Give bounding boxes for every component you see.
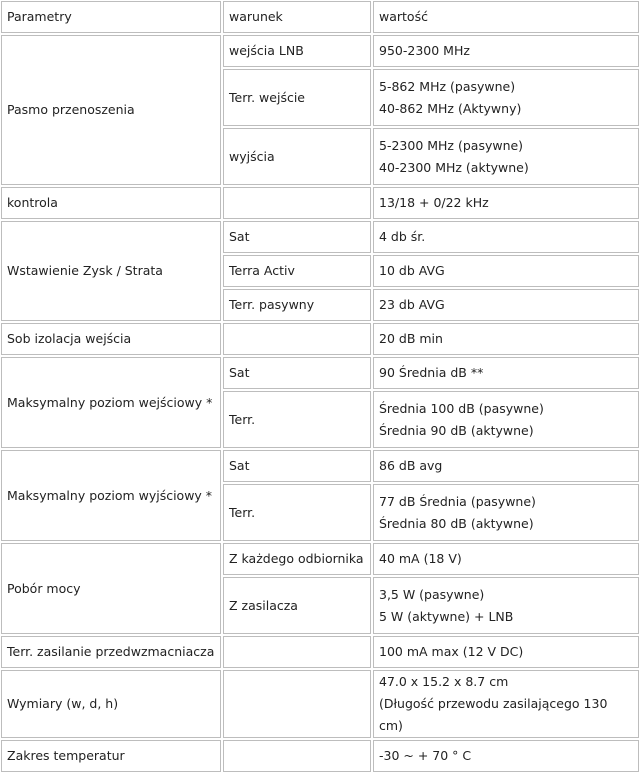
table-row [1,221,639,253]
value-cell [373,391,639,448]
value-cell: 23 db AVG [373,289,639,321]
cond-cell: Terr. [223,484,371,541]
table-row [1,543,639,575]
value-cell: 40 mA (18 V) [373,543,639,575]
value-line: (Długość przewodu zasilającego 130 cm) [379,696,608,733]
cond-cell [223,323,371,355]
value-line: Średnia 90 dB (aktywne) [379,422,534,438]
value-cell: -30 ~ + 70 ° C [373,740,639,772]
value-line: 3,5 W (pasywne) [379,586,485,602]
cond-cell: Sat [223,357,371,389]
param-wymiary: Wymiary (w, d, h) [1,670,221,738]
value-line: Średnia 80 dB (aktywne) [379,515,534,531]
cond-cell [223,740,371,772]
param-terr-zasilanie: Terr. zasilanie przedwzmacniacza [1,636,221,668]
value-cell: 10 db AVG [373,255,639,287]
value-cell: 950-2300 MHz [373,35,639,67]
value-cell [373,577,639,634]
value-line: Średnia 100 dB (pasywne) [379,400,544,416]
table-row [1,323,639,355]
cond-cell [223,670,371,738]
value-line: 5 W (aktywne) + LNB [379,608,514,624]
value-cell [373,69,639,126]
cond-cell: Terr. pasywny [223,289,371,321]
cond-cell: Terr. wejście [223,69,371,126]
cond-cell: Terra Activ [223,255,371,287]
table-row [1,670,639,738]
value-cell: 86 dB avg [373,450,639,482]
cond-cell [223,636,371,668]
param-max-out: Maksymalny poziom wyjściowy * [1,450,221,541]
value-line: 5-2300 MHz (pasywne) [379,137,524,153]
cond-cell: Z każdego odbiornika [223,543,371,575]
value-line: 40-862 MHz (Aktywny) [379,100,522,116]
table-row [1,740,639,772]
value-cell: 100 mA max (12 V DC) [373,636,639,668]
table-row [1,636,639,668]
cond-cell [223,187,371,219]
table-header-row [1,1,639,33]
value-cell [373,670,639,738]
value-line: 47.0 x 15.2 x 8.7 cm [379,674,509,689]
value-cell: 13/18 + 0/22 kHz [373,187,639,219]
cond-cell: wyjścia [223,128,371,185]
param-pasmo: Pasmo przenoszenia [1,35,221,185]
param-kontrola: kontrola [1,187,221,219]
header-warunek: warunek [223,1,371,33]
value-cell [373,484,639,541]
cond-cell: wejścia LNB [223,35,371,67]
param-pobor: Pobór mocy [1,543,221,634]
header-wartosc: wartość [373,1,639,33]
table-row [1,187,639,219]
value-cell: 20 dB min [373,323,639,355]
header-parametry: Parametry [1,1,221,33]
value-line: 77 dB Średnia (pasywne) [379,493,536,509]
value-cell [373,128,639,185]
param-izolacja: Sob izolacja wejścia [1,323,221,355]
value-cell: 4 db śr. [373,221,639,253]
param-temperatura: Zakres temperatur [1,740,221,772]
param-zysk: Wstawienie Zysk / Strata [1,221,221,321]
param-max-in: Maksymalny poziom wejściowy * [1,357,221,448]
cond-cell: Terr. [223,391,371,448]
cond-cell: Sat [223,221,371,253]
value-line: 40-2300 MHz (aktywne) [379,159,529,175]
table-row [1,450,639,482]
cond-cell: Z zasilacza [223,577,371,634]
table-row [1,35,639,67]
value-line: 5-862 MHz (pasywne) [379,78,516,94]
table-row [1,357,639,389]
value-cell: 90 Średnia dB ** [373,357,639,389]
cond-cell: Sat [223,450,371,482]
